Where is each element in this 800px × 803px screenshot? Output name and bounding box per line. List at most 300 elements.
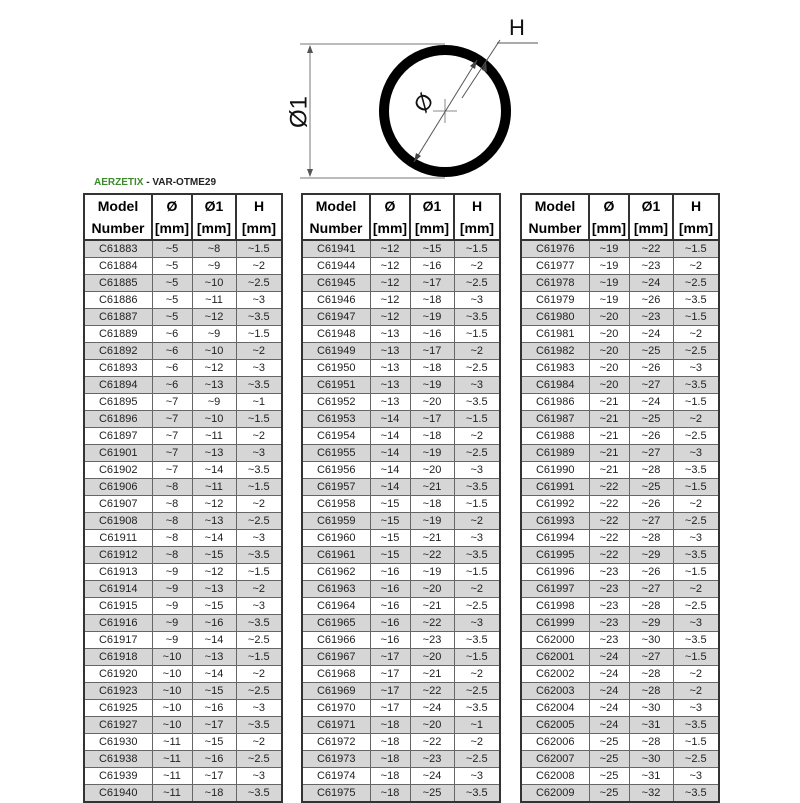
table-row <box>521 309 719 326</box>
thickness-cell: ~2.5 <box>454 360 500 377</box>
model-number-cell: C61966 <box>302 632 370 649</box>
thickness-cell: ~1.5 <box>454 326 500 343</box>
model-number-cell: C61987 <box>521 411 589 428</box>
thickness-header: [mm] <box>454 217 500 240</box>
outer-diameter-cell: ~26 <box>629 292 673 309</box>
inner-diameter-cell: ~24 <box>589 700 629 717</box>
thickness-cell: ~2 <box>673 326 719 343</box>
table-row <box>84 700 282 717</box>
outer-diameter-cell: ~16 <box>192 615 236 632</box>
table-row <box>302 377 500 394</box>
outer-diameter-cell: ~14 <box>192 530 236 547</box>
table-row <box>84 445 282 462</box>
outer-diameter-cell: ~15 <box>192 547 236 564</box>
inner-diameter-cell: ~5 <box>152 275 192 292</box>
inner-diameter-cell: ~16 <box>370 632 410 649</box>
outer-diameter-cell: ~25 <box>629 479 673 496</box>
model-number-cell: C61945 <box>302 275 370 292</box>
thickness-cell: ~3.5 <box>236 377 282 394</box>
inner-diameter-cell: ~14 <box>370 428 410 445</box>
table-row <box>302 258 500 275</box>
model-number-cell: C61984 <box>521 377 589 394</box>
model-number-cell: C61895 <box>84 394 152 411</box>
thickness-cell: ~1 <box>454 717 500 734</box>
thickness-cell: ~2.5 <box>673 428 719 445</box>
inner-diameter-cell: ~22 <box>589 496 629 513</box>
model-number-cell: C61923 <box>84 683 152 700</box>
inner-diameter-cell: ~10 <box>152 649 192 666</box>
thickness-cell: ~1.5 <box>673 479 719 496</box>
brand-caption <box>94 177 216 188</box>
thickness-cell: ~1.5 <box>236 479 282 496</box>
inner-diameter-cell: ~19 <box>589 258 629 275</box>
model-number-cell: C61907 <box>84 496 152 513</box>
table-row <box>521 768 719 785</box>
outer-diameter-cell: ~19 <box>410 513 454 530</box>
inner-diameter-cell: ~23 <box>589 598 629 615</box>
inner-diameter-cell: ~15 <box>370 496 410 513</box>
outer-diameter-cell: ~25 <box>629 411 673 428</box>
model-number-cell: C61915 <box>84 598 152 615</box>
thickness-cell: ~2.5 <box>454 751 500 768</box>
thickness-cell: ~3 <box>236 445 282 462</box>
thickness-cell: ~3.5 <box>673 785 719 803</box>
thickness-cell: ~2.5 <box>454 445 500 462</box>
d1-arrow-top <box>307 45 313 53</box>
model-number-cell: C61998 <box>521 598 589 615</box>
model-number-cell: C61975 <box>302 785 370 803</box>
model-number-cell: C61914 <box>84 581 152 598</box>
inner-diameter-cell: ~5 <box>152 258 192 275</box>
thickness-cell: ~2 <box>236 581 282 598</box>
table-row <box>521 428 719 445</box>
outer-diameter-cell: ~21 <box>410 479 454 496</box>
table-row <box>302 360 500 377</box>
inner-diameter-cell: ~21 <box>589 445 629 462</box>
inner-diameter-cell: ~16 <box>370 581 410 598</box>
table-row <box>84 258 282 275</box>
thickness-cell: ~2.5 <box>673 598 719 615</box>
outer-diameter-cell: ~18 <box>410 360 454 377</box>
outer-diameter-cell: ~16 <box>192 751 236 768</box>
thickness-cell: ~2 <box>673 683 719 700</box>
outer-diameter-cell: ~20 <box>410 462 454 479</box>
size-table-2 <box>301 193 501 803</box>
inner-diameter-cell: ~14 <box>370 479 410 496</box>
outer-diameter-cell: ~23 <box>629 258 673 275</box>
table-row <box>84 360 282 377</box>
inner-diameter-cell: ~13 <box>370 377 410 394</box>
thickness-cell: ~3.5 <box>236 785 282 803</box>
inner-diameter-cell: ~5 <box>152 292 192 309</box>
outer-diameter-cell: ~26 <box>629 428 673 445</box>
inner-diameter-cell: ~7 <box>152 445 192 462</box>
table-row <box>84 717 282 734</box>
table-row <box>521 258 719 275</box>
outer-diameter-cell: ~24 <box>629 275 673 292</box>
outer-diameter-cell: ~10 <box>192 275 236 292</box>
inner-diameter-cell: ~10 <box>152 700 192 717</box>
model-number-cell: C61960 <box>302 530 370 547</box>
outer-diameter-cell: ~31 <box>629 768 673 785</box>
outer-diameter-cell: ~27 <box>629 581 673 598</box>
inner-diameter-cell: ~25 <box>589 768 629 785</box>
model-number-cell: C61939 <box>84 768 152 785</box>
inner-diameter-cell: ~19 <box>589 292 629 309</box>
thickness-cell: ~1.5 <box>673 240 719 258</box>
inner-diameter-cell: ~24 <box>589 666 629 683</box>
model-number-cell: C61902 <box>84 462 152 479</box>
thickness-cell: ~3 <box>673 700 719 717</box>
thickness-cell: ~1.5 <box>236 240 282 258</box>
table-row <box>84 615 282 632</box>
outer-diameter-cell: ~17 <box>410 275 454 292</box>
inner-diameter-cell: ~16 <box>370 598 410 615</box>
model-number-cell: C61968 <box>302 666 370 683</box>
inner-diameter-cell: ~14 <box>370 462 410 479</box>
thickness-cell: ~2 <box>236 428 282 445</box>
inner-diameter-cell: ~20 <box>589 377 629 394</box>
outer-diameter-cell: ~13 <box>192 377 236 394</box>
outer-diameter-cell: ~15 <box>192 683 236 700</box>
thickness-cell: ~1.5 <box>236 564 282 581</box>
thickness-header: [mm] <box>673 217 719 240</box>
model-number-cell: C61954 <box>302 428 370 445</box>
outer-diameter-cell: ~16 <box>410 258 454 275</box>
outer-diameter-cell: ~16 <box>410 326 454 343</box>
outer-diameter-header: [mm] <box>629 217 673 240</box>
inner-diameter-cell: ~8 <box>152 496 192 513</box>
model-number-cell: C61930 <box>84 734 152 751</box>
ring-dimension-diagram <box>0 0 800 185</box>
inner-diameter-cell: ~9 <box>152 598 192 615</box>
model-number-cell: C61893 <box>84 360 152 377</box>
inner-diameter-cell: ~7 <box>152 394 192 411</box>
model-number-cell: C61994 <box>521 530 589 547</box>
inner-diameter-cell: ~20 <box>589 309 629 326</box>
table-row <box>521 717 719 734</box>
thickness-cell: ~3 <box>236 360 282 377</box>
table-row <box>521 326 719 343</box>
model-number-cell: C61999 <box>521 615 589 632</box>
outer-diameter-cell: ~30 <box>629 632 673 649</box>
inner-diameter-cell: ~8 <box>152 547 192 564</box>
inner-diameter-cell: ~22 <box>589 547 629 564</box>
model-number-cell: C61917 <box>84 632 152 649</box>
outer-diameter-cell: ~30 <box>629 751 673 768</box>
thickness-cell: ~3 <box>673 615 719 632</box>
model-number-cell: C61976 <box>521 240 589 258</box>
inner-diameter-cell: ~8 <box>152 513 192 530</box>
table-row <box>84 496 282 513</box>
model-number-cell: C61911 <box>84 530 152 547</box>
thickness-cell: ~1 <box>236 394 282 411</box>
outer-diameter-cell: ~27 <box>629 513 673 530</box>
table-row <box>521 360 719 377</box>
thickness-cell: ~2.5 <box>673 751 719 768</box>
table-row <box>302 768 500 785</box>
outer-diameter-cell: ~25 <box>629 343 673 360</box>
inner-diameter-header: Ø <box>589 194 629 217</box>
thickness-cell: ~2 <box>236 734 282 751</box>
model-number-cell: C61979 <box>521 292 589 309</box>
inner-diameter-cell: ~17 <box>370 683 410 700</box>
table-row <box>84 343 282 360</box>
model-number-cell: C61981 <box>521 326 589 343</box>
model-number-cell: C61992 <box>521 496 589 513</box>
thickness-cell: ~3 <box>236 768 282 785</box>
table-row <box>302 445 500 462</box>
model-number-cell: C61967 <box>302 649 370 666</box>
thickness-cell: ~2.5 <box>236 683 282 700</box>
thickness-cell: ~1.5 <box>673 309 719 326</box>
model-number-cell: C62000 <box>521 632 589 649</box>
table-row <box>521 445 719 462</box>
inner-diameter-cell: ~21 <box>589 428 629 445</box>
brand-separator: - <box>143 177 153 188</box>
model-number-header: Model <box>84 194 152 217</box>
inner-diameter-cell: ~25 <box>589 734 629 751</box>
outer-diameter-cell: ~17 <box>410 343 454 360</box>
size-table-1 <box>83 193 283 803</box>
inner-diameter-cell: ~17 <box>370 666 410 683</box>
table-row <box>84 649 282 666</box>
outer-diameter-cell: ~26 <box>629 496 673 513</box>
thickness-cell: ~2.5 <box>454 598 500 615</box>
outer-diameter-cell: ~12 <box>192 564 236 581</box>
table-row <box>84 547 282 564</box>
table-row <box>302 513 500 530</box>
outer-diameter-cell: ~13 <box>192 649 236 666</box>
table-row <box>521 411 719 428</box>
model-number-cell: C61969 <box>302 683 370 700</box>
thickness-cell: ~3.5 <box>673 377 719 394</box>
table-row <box>302 632 500 649</box>
d1-label: Ø1 <box>285 95 313 129</box>
model-number-cell: C61957 <box>302 479 370 496</box>
thickness-cell: ~3.5 <box>454 309 500 326</box>
table-row <box>84 309 282 326</box>
inner-diameter-cell: ~23 <box>589 632 629 649</box>
table-row <box>84 785 282 803</box>
inner-diameter-cell: ~10 <box>152 683 192 700</box>
thickness-cell: ~3.5 <box>454 785 500 803</box>
model-number-cell: C61897 <box>84 428 152 445</box>
outer-diameter-cell: ~26 <box>629 360 673 377</box>
outer-diameter-cell: ~15 <box>192 734 236 751</box>
thickness-cell: ~3.5 <box>454 547 500 564</box>
outer-diameter-cell: ~20 <box>410 649 454 666</box>
table-row <box>521 240 719 258</box>
thickness-cell: ~3.5 <box>454 394 500 411</box>
table-row <box>521 632 719 649</box>
thickness-cell: ~2.5 <box>454 275 500 292</box>
outer-diameter-cell: ~22 <box>410 683 454 700</box>
model-number-cell: C61972 <box>302 734 370 751</box>
model-number-cell: C61916 <box>84 615 152 632</box>
thickness-cell: ~3.5 <box>236 462 282 479</box>
thickness-cell: ~1.5 <box>454 496 500 513</box>
inner-diameter-cell: ~12 <box>370 309 410 326</box>
model-number-cell: C61953 <box>302 411 370 428</box>
inner-diameter-cell: ~12 <box>370 275 410 292</box>
thickness-cell: ~2 <box>454 258 500 275</box>
thickness-cell: ~3 <box>236 292 282 309</box>
model-number-cell: C61996 <box>521 564 589 581</box>
outer-diameter-cell: ~18 <box>192 785 236 803</box>
inner-diameter-cell: ~17 <box>370 700 410 717</box>
inner-diameter-cell: ~19 <box>589 275 629 292</box>
thickness-cell: ~2 <box>236 496 282 513</box>
header-row <box>302 194 500 217</box>
model-number-cell: C62002 <box>521 666 589 683</box>
model-number-cell: C61918 <box>84 649 152 666</box>
thickness-cell: ~3 <box>454 768 500 785</box>
model-number-cell: C61941 <box>302 240 370 258</box>
thickness-cell: ~2.5 <box>673 343 719 360</box>
outer-diameter-cell: ~17 <box>192 768 236 785</box>
inner-diameter-cell: ~21 <box>589 462 629 479</box>
thickness-cell: ~3 <box>454 615 500 632</box>
inner-diameter-cell: ~11 <box>152 785 192 803</box>
model-number-cell: C61986 <box>521 394 589 411</box>
table-row <box>84 513 282 530</box>
size-table-3 <box>520 193 720 803</box>
outer-diameter-cell: ~28 <box>629 666 673 683</box>
thickness-cell: ~1.5 <box>673 649 719 666</box>
thickness-cell: ~1.5 <box>673 734 719 751</box>
table-row <box>84 240 282 258</box>
table-row <box>302 240 500 258</box>
table-row <box>521 564 719 581</box>
model-number-cell: C61971 <box>302 717 370 734</box>
table-row <box>302 343 500 360</box>
model-number-cell: C61977 <box>521 258 589 275</box>
thickness-cell: ~3 <box>236 530 282 547</box>
model-number-cell: C61978 <box>521 275 589 292</box>
table-row <box>521 462 719 479</box>
table-row <box>302 751 500 768</box>
inner-diameter-cell: ~23 <box>589 615 629 632</box>
inner-diameter-cell: ~20 <box>589 326 629 343</box>
thickness-cell: ~3 <box>454 377 500 394</box>
inner-diameter-cell: ~8 <box>152 530 192 547</box>
outer-diameter-header: [mm] <box>410 217 454 240</box>
inner-diameter-cell: ~6 <box>152 360 192 377</box>
model-number-cell: C61956 <box>302 462 370 479</box>
table-row <box>84 292 282 309</box>
inner-diameter-cell: ~7 <box>152 411 192 428</box>
table-row <box>521 785 719 803</box>
outer-diameter-header: Ø1 <box>410 194 454 217</box>
inner-diameter-cell: ~15 <box>370 513 410 530</box>
table-row <box>521 394 719 411</box>
thickness-cell: ~2 <box>236 258 282 275</box>
outer-diameter-cell: ~13 <box>192 445 236 462</box>
thickness-cell: ~3.5 <box>673 547 719 564</box>
table-row <box>521 615 719 632</box>
outer-diameter-cell: ~11 <box>192 428 236 445</box>
model-number-cell: C61913 <box>84 564 152 581</box>
thickness-cell: ~2.5 <box>236 632 282 649</box>
thickness-cell: ~1.5 <box>454 411 500 428</box>
table-row <box>521 377 719 394</box>
table-row <box>84 428 282 445</box>
table-row <box>302 785 500 803</box>
outer-diameter-cell: ~9 <box>192 394 236 411</box>
table-row <box>302 326 500 343</box>
model-number-cell: C61950 <box>302 360 370 377</box>
outer-diameter-cell: ~28 <box>629 462 673 479</box>
table-row <box>302 700 500 717</box>
table-row <box>302 615 500 632</box>
inner-diameter-cell: ~15 <box>370 547 410 564</box>
outer-diameter-cell: ~20 <box>410 581 454 598</box>
model-number-cell: C61920 <box>84 666 152 683</box>
model-number-cell: C61974 <box>302 768 370 785</box>
model-number-cell: C61997 <box>521 581 589 598</box>
inner-diameter-cell: ~20 <box>589 343 629 360</box>
model-number-cell: C61927 <box>84 717 152 734</box>
table-row <box>302 564 500 581</box>
model-number-cell: C62006 <box>521 734 589 751</box>
thickness-cell: ~1.5 <box>673 394 719 411</box>
inner-diameter-cell: ~6 <box>152 326 192 343</box>
outer-diameter-cell: ~15 <box>192 598 236 615</box>
table-row <box>302 292 500 309</box>
inner-diameter-cell: ~20 <box>589 360 629 377</box>
inner-diameter-cell: ~25 <box>589 751 629 768</box>
inner-diameter-cell: ~23 <box>589 581 629 598</box>
model-number-cell: C61948 <box>302 326 370 343</box>
outer-diameter-cell: ~18 <box>410 428 454 445</box>
inner-diameter-cell: ~24 <box>589 683 629 700</box>
thickness-cell: ~2.5 <box>236 275 282 292</box>
thickness-cell: ~2.5 <box>454 683 500 700</box>
model-number-cell: C61990 <box>521 462 589 479</box>
model-number-cell: C61906 <box>84 479 152 496</box>
model-number-cell: C61952 <box>302 394 370 411</box>
model-number-cell: C61940 <box>84 785 152 803</box>
thickness-cell: ~2 <box>236 666 282 683</box>
inner-diameter-cell: ~14 <box>370 411 410 428</box>
outer-diameter-cell: ~27 <box>629 445 673 462</box>
outer-diameter-cell: ~23 <box>410 751 454 768</box>
table-row <box>302 683 500 700</box>
thickness-cell: ~1.5 <box>454 240 500 258</box>
inner-diameter-cell: ~13 <box>370 394 410 411</box>
thickness-cell: ~2.5 <box>673 513 719 530</box>
table-row <box>302 496 500 513</box>
table-row <box>84 411 282 428</box>
table-row <box>84 734 282 751</box>
thickness-cell: ~1.5 <box>454 564 500 581</box>
table-row <box>84 768 282 785</box>
table-row <box>302 462 500 479</box>
table-row <box>302 717 500 734</box>
model-number-cell: C61963 <box>302 581 370 598</box>
table-row <box>521 581 719 598</box>
table-row <box>521 275 719 292</box>
outer-diameter-cell: ~30 <box>629 700 673 717</box>
table-row <box>521 683 719 700</box>
outer-diameter-cell: ~11 <box>192 479 236 496</box>
outer-diameter-cell: ~20 <box>410 394 454 411</box>
inner-diameter-cell: ~12 <box>370 240 410 258</box>
outer-diameter-cell: ~12 <box>192 496 236 513</box>
model-number-cell: C62003 <box>521 683 589 700</box>
table-row <box>521 343 719 360</box>
